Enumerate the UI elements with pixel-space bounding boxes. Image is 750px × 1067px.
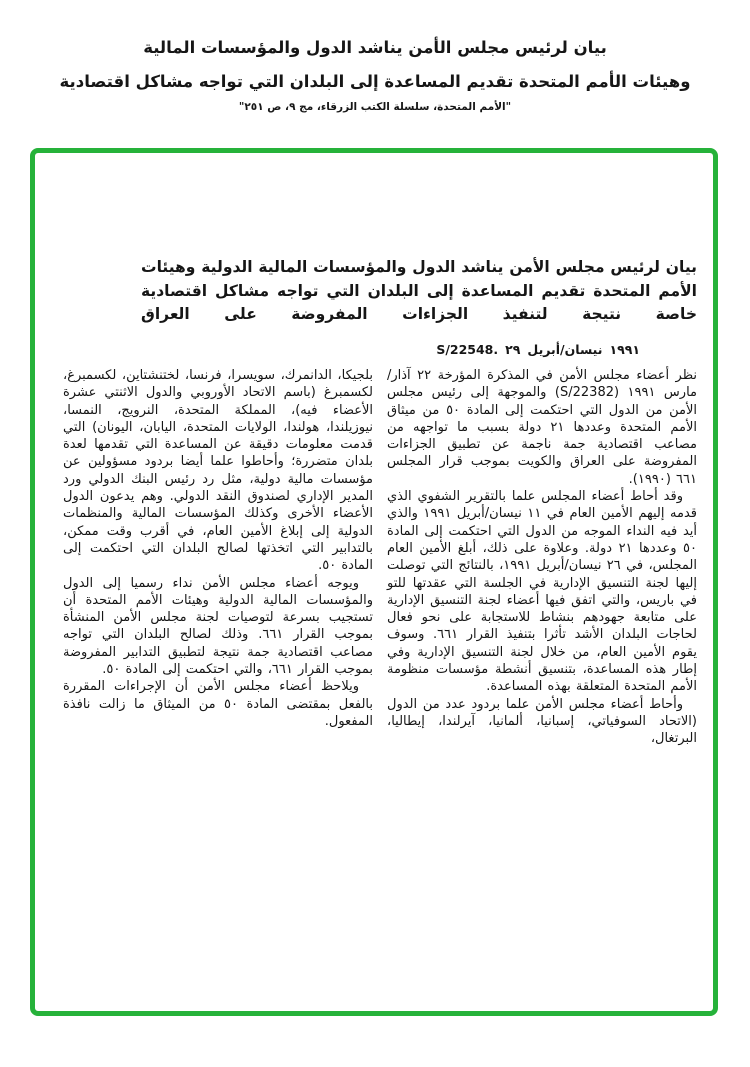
body-paragraph: وأحاط أعضاء مجلس الأمن علما بردود عدد من الدول (الاتحاد السوفياتي، إسبانيا، ألمانيا، آيرلندا، إيطاليا، البرتغال،	[387, 696, 697, 747]
date-token: ٢٩	[505, 342, 521, 357]
document-number-and-date	[436, 342, 640, 357]
date-token: نيسان/أبريل	[527, 342, 603, 357]
document-title-line1: بيان لرئيس مجلس الأمن يناشد الدول والمؤسسات المالية	[143, 38, 607, 57]
body-paragraph: ويوجه أعضاء مجلس الأمن نداء رسميا إلى الدول والمؤسسات المالية الدولية وهيئات الأمم المتحدة أن تستجيب بسرعة لتوصيات لجنة مجلس الأمن المنشأة بموجب القرار ٦٦١. وذلك لصالح البلدان التي تواجه مصاعب اقتصادية جمة نتيجة لتطبيق التدابير المفروضة بموجب القرار ٦٦١، والتي احتكمت إلى المادة ٥٠.	[63, 575, 373, 678]
document-title-line2: وهيئات الأمم المتحدة تقديم المساعدة إلى البلدان التي تواجه مشاكل اقتصادية	[59, 72, 691, 91]
body-paragraph: وقد أحاط أعضاء المجلس علما بالتقرير الشفوي الذي قدمه إليهم الأمين العام في ١١ نيسان/أبريل ١٩٩١ والذي أيد فيه النداء الموجه من الدول التي احتكمت إلى المادة ٥٠ وعددها ٢١ دولة. وعلاوة على ذلك، أبلغ الأمين العام المجلس، في ٢٦ نيسان/أبريل ١٩٩١، بالنتائج التي توصلت إليها لجنة التنسيق الإدارية في الجلسة التي عقدتها للتو في باريس، والتي اتفق فيها أعضاء لجنة التنسيق الإدارية على متابعة جهودهم بنشاط للاستجابة على نحو فعال لحاجات البلدان الأشد تأثرا بتنفيذ القرار ٦٦١. وسوف يقوم الأمين العام، من خلال لجنة التنسيق الإدارية وفي إطار هذه المساعدة، بتنسيق أنشطة مؤسسات منظومة الأمم المتحدة المتعلقة بهذه المساعدة.	[387, 489, 698, 695]
statement-heading: بيان لرئيس مجلس الأمن يناشد الدول والمؤسسات المالية الدولية وهيئات الأمم المتحدة تقديم المساعدة إلى البلدان التي تواجه مشاكل اقتصادية خاصة نتيجة لتنفيذ الجزاءات المفروضة على العراق	[141, 258, 697, 323]
body-paragraph: بلجيكا، الدانمرك، سويسرا، فرنسا، لختنشتاين، لكسمبرغ، لكسمبرغ (باسم الاتحاد الأوروبي والدول الاثنتي عشرة الأعضاء فيه)، المملكة المتحدة، النرويج، النمسا، نيوزيلندا، هولندا، الولايات المتحدة، اليابان، اليونان) التي قدمت معلومات دقيقة عن المساعدة التي تقدمها لعدة بلدان متضررة؛ وأحاطوا علما أيضا بردود مسؤولين عن مؤسسات مالية دولية، مثل رد رئيس البنك الدولي ورد المدير الإداري لصندوق النقد الدولي. وهم يدعون الدول الأعضاء الأخرى وكذلك المؤسسات المالية والمنظمات الدولية إلى إبلاغ الأمين العام، في أقرب وقت ممكن، بالتدابير التي اتخذتها لصالح البلدان التي احتكمت إلى المادة ٥٠.	[63, 368, 373, 574]
column-right	[387, 367, 697, 748]
body-paragraph: نظر أعضاء مجلس الأمن في المذكرة المؤرخة ٢٢ آذار/مارس ١٩٩١ (S/22382) والموجهة إلى رئيس مجلس الأمن من الدول التي احتكمت إلى المادة ٥٠ من ميثاق الأمم المتحدة وعددها ٢١ دولة بسبب ما تواجهه من مصاعب اقتصادية جمة ناجمة عن تطبيق الجزاءات المفروضة على العراق والكويت بموجب قرار المجلس ٦٦١ (١٩٩٠).	[387, 368, 698, 487]
column-left	[63, 367, 373, 748]
date-token: S/22548.	[436, 342, 499, 357]
body-paragraph: ويلاحظ أعضاء مجلس الأمن أن الإجراءات المقررة بالفعل بمقتضى المادة ٥٠ من الميثاق ما زالت نافذة المفعول.	[63, 679, 373, 729]
source-citation: "الأمم المتحدة، سلسلة الكتب الزرقاء، مج ٩، ص ٢٥١"	[238, 101, 512, 113]
statement-body	[63, 367, 697, 748]
date-token: ١٩٩١	[609, 342, 640, 357]
statement-frame	[30, 148, 718, 1016]
